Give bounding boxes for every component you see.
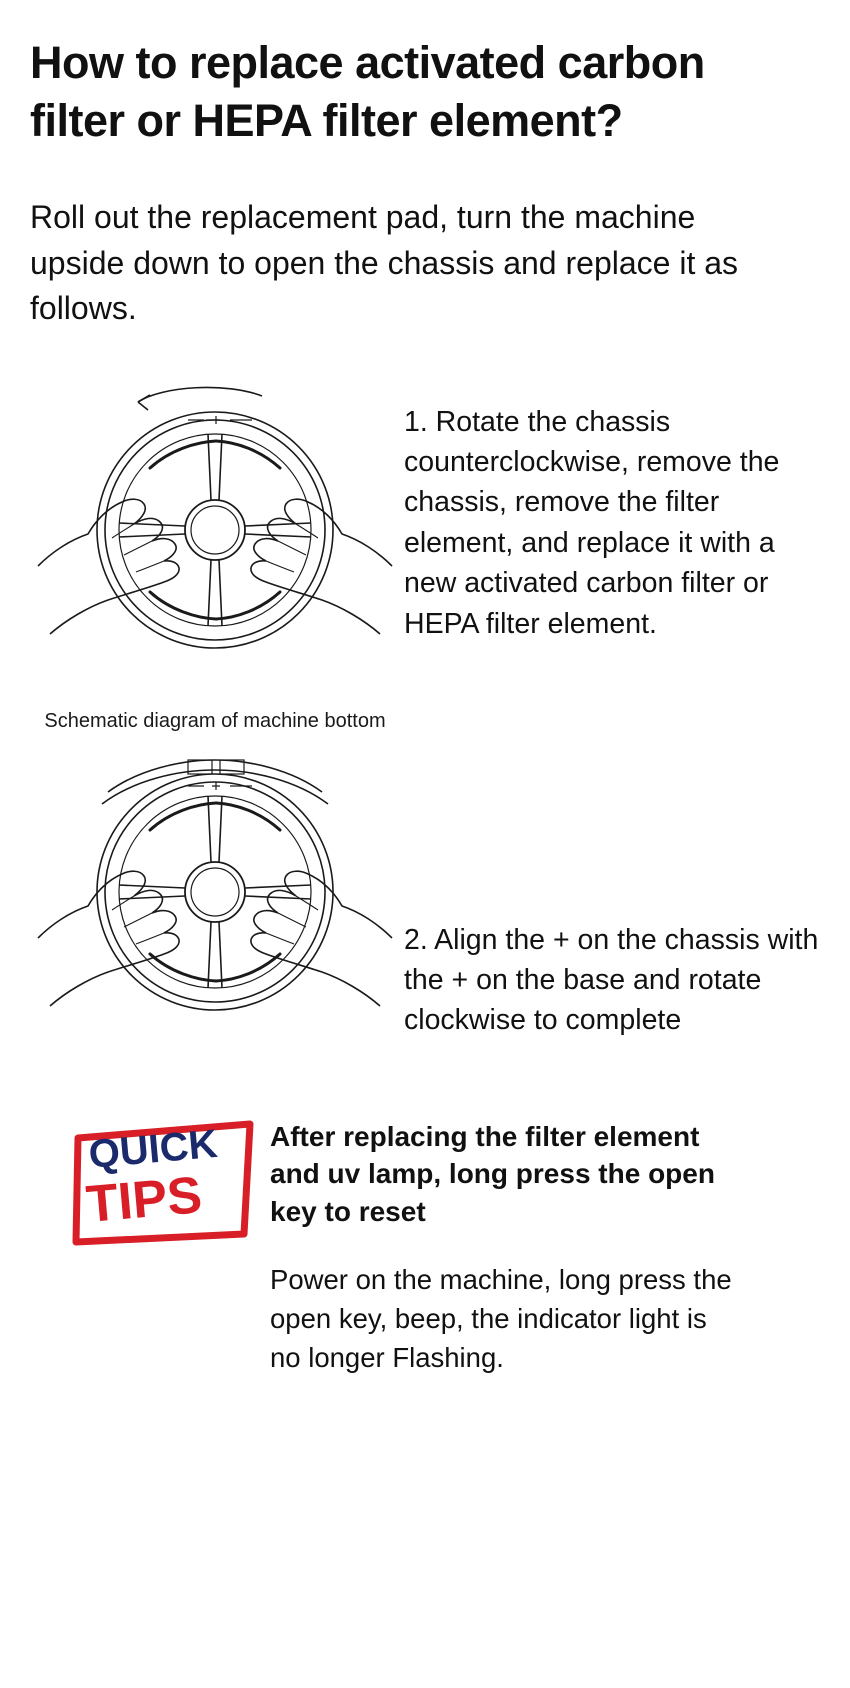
quick-tips-heading: After replacing the filter element and uv lamp, long press the open key to reset (270, 1120, 715, 1227)
quick-tips-badge-quick: QUICK (86, 1121, 220, 1177)
quick-tips-badge-icon (68, 1110, 258, 1250)
machine-bottom-rotate-counterclockwise-diagram (30, 380, 400, 700)
step-2-text: 2. Align the + on the chassis with the + on the base and rotate clockwise to complete (404, 923, 819, 1037)
intro-paragraph: Roll out the replacement pad, turn the machine upside down to open the chassis and replace it as follows. (30, 199, 739, 327)
quick-tips-section (30, 1104, 820, 1378)
step-1-text: 1. Rotate the chassis counterclockwise, remove the chassis, remove the filter element, and replace it with a new activated carbon filter or HEPA filter element. (404, 405, 780, 640)
page-title: How to replace activated carbon filter or HEPA filter element? (30, 37, 705, 146)
quick-tips-badge (30, 1104, 260, 1255)
step-1-figure (30, 380, 400, 734)
step-1 (30, 380, 820, 734)
step-2 (30, 752, 820, 1052)
step-2-figure (30, 752, 400, 1052)
quick-tips-note: Power on the machine, long press the open key, beep, the indicator light is no longer Flashing. (270, 1264, 732, 1374)
quick-tips-body (260, 1104, 820, 1378)
quick-tips-badge-tips: TIPS (83, 1165, 205, 1234)
step-1-caption: Schematic diagram of machine bottom (44, 709, 386, 732)
machine-bottom-align-plus-clockwise-diagram (30, 752, 400, 1052)
